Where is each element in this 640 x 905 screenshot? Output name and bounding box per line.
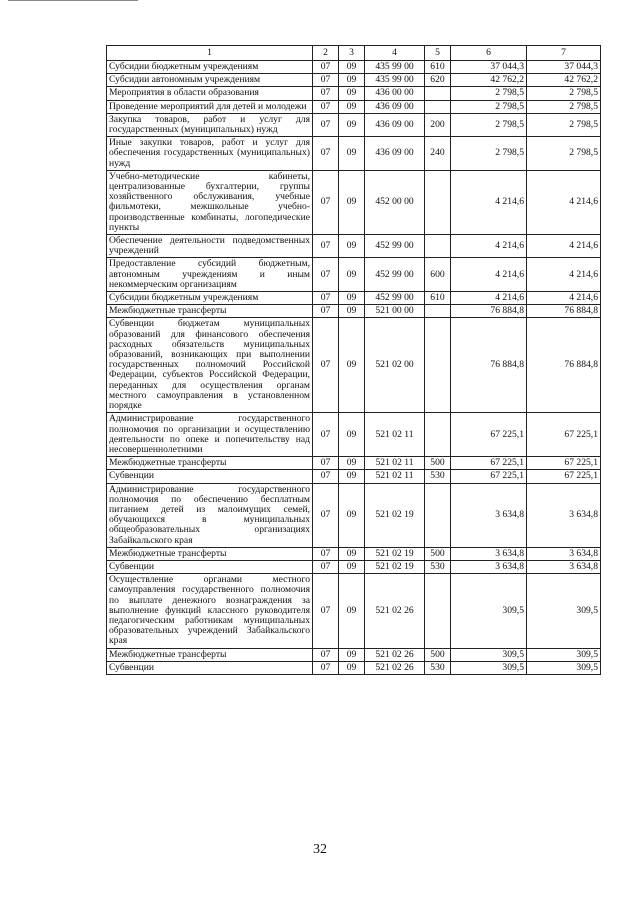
amount-cell: 2 798,5: [527, 137, 601, 171]
amount-cell: 67 225,1: [451, 413, 527, 457]
row-name-cell: Администрирование государственного полномочия по обеспечению бесплатным питанием детей из малоимущих семей, обучающихся в муниципальных общеобразовательных организациях Забайкальского края: [107, 483, 313, 547]
table-row: [107, 87, 601, 100]
header-cell: 4: [365, 46, 425, 61]
amount-cell: 67 225,1: [527, 470, 601, 483]
subsection-code-cell: 09: [339, 560, 365, 573]
row-name-cell: Мероприятия в области образования: [107, 87, 313, 100]
section-code-cell: 07: [313, 235, 339, 258]
amount-cell: 4 214,6: [527, 235, 601, 258]
table-row: [107, 74, 601, 87]
expense-type-cell: 610: [425, 292, 451, 305]
header-cell: 6: [451, 46, 527, 61]
section-code-cell: 07: [313, 547, 339, 560]
amount-cell: 3 634,8: [451, 547, 527, 560]
target-article-cell: 436 09 00: [365, 137, 425, 171]
amount-cell: 42 762,2: [527, 74, 601, 87]
section-code-cell: 07: [313, 113, 339, 136]
target-article-cell: 521 02 26: [365, 648, 425, 661]
expense-type-cell: 620: [425, 74, 451, 87]
section-code-cell: 07: [313, 74, 339, 87]
expense-type-cell: 610: [425, 61, 451, 74]
target-article-cell: 521 02 19: [365, 560, 425, 573]
section-code-cell: 07: [313, 483, 339, 547]
amount-cell: 2 798,5: [451, 100, 527, 113]
row-name-cell: Предоставление субсидий бюджетным, автономным учреждениям и иным некоммерческим организациям: [107, 258, 313, 292]
amount-cell: 67 225,1: [527, 457, 601, 470]
table-row: [107, 574, 601, 648]
expense-type-cell: [425, 87, 451, 100]
target-article-cell: 521 02 19: [365, 483, 425, 547]
table-row: [107, 560, 601, 573]
row-name-cell: Межбюджетные трансферты: [107, 547, 313, 560]
subsection-code-cell: 09: [339, 292, 365, 305]
amount-cell: 4 214,6: [451, 235, 527, 258]
row-name-cell: Субвенции: [107, 470, 313, 483]
table-row: [107, 61, 601, 74]
section-code-cell: 07: [313, 661, 339, 674]
row-name-cell: Субвенции: [107, 661, 313, 674]
target-article-cell: 436 09 00: [365, 100, 425, 113]
amount-cell: 76 884,8: [527, 318, 601, 413]
section-code-cell: 07: [313, 318, 339, 413]
subsection-code-cell: 09: [339, 413, 365, 457]
subsection-code-cell: 09: [339, 170, 365, 234]
amount-cell: 4 214,6: [451, 258, 527, 292]
expense-type-cell: 500: [425, 547, 451, 560]
top-rule: [8, 0, 138, 1]
expense-type-cell: 530: [425, 560, 451, 573]
subsection-code-cell: 09: [339, 470, 365, 483]
target-article-cell: 521 02 11: [365, 470, 425, 483]
expense-type-cell: [425, 483, 451, 547]
subsection-code-cell: 09: [339, 483, 365, 547]
section-code-cell: 07: [313, 457, 339, 470]
section-code-cell: 07: [313, 170, 339, 234]
table-row: [107, 170, 601, 234]
table-row: [107, 483, 601, 547]
subsection-code-cell: 09: [339, 100, 365, 113]
target-article-cell: 521 02 26: [365, 661, 425, 674]
target-article-cell: 521 02 11: [365, 413, 425, 457]
amount-cell: 4 214,6: [451, 170, 527, 234]
subsection-code-cell: 09: [339, 305, 365, 318]
amount-cell: 2 798,5: [451, 137, 527, 171]
section-code-cell: 07: [313, 87, 339, 100]
expense-type-cell: [425, 100, 451, 113]
row-name-cell: Учебно-методические кабинеты, централизованные бухгалтерии, группы хозяйственного обслуживания, учебные фильмотеки, межшкольные учебно-производственные комбинаты, логопедические пункты: [107, 170, 313, 234]
amount-cell: 309,5: [451, 574, 527, 648]
row-name-cell: Межбюджетные трансферты: [107, 648, 313, 661]
section-code-cell: 07: [313, 574, 339, 648]
amount-cell: 3 634,8: [527, 547, 601, 560]
expense-type-cell: 240: [425, 137, 451, 171]
amount-cell: 42 762,2: [451, 74, 527, 87]
amount-cell: 4 214,6: [451, 292, 527, 305]
amount-cell: 309,5: [527, 574, 601, 648]
section-code-cell: 07: [313, 258, 339, 292]
target-article-cell: 435 99 00: [365, 74, 425, 87]
target-article-cell: 521 02 19: [365, 547, 425, 560]
subsection-code-cell: 09: [339, 74, 365, 87]
section-code-cell: 07: [313, 100, 339, 113]
target-article-cell: 436 09 00: [365, 113, 425, 136]
target-article-cell: 521 00 00: [365, 305, 425, 318]
amount-cell: 4 214,6: [527, 292, 601, 305]
expense-type-cell: [425, 170, 451, 234]
amount-cell: 309,5: [527, 661, 601, 674]
amount-cell: 309,5: [451, 661, 527, 674]
table-row: [107, 661, 601, 674]
table-row: [107, 292, 601, 305]
amount-cell: 37 044,3: [527, 61, 601, 74]
expense-type-cell: 600: [425, 258, 451, 292]
expense-type-cell: [425, 413, 451, 457]
table-row: [107, 137, 601, 171]
table-row: [107, 258, 601, 292]
subsection-code-cell: 09: [339, 457, 365, 470]
header-cell: 3: [339, 46, 365, 61]
target-article-cell: 452 00 00: [365, 170, 425, 234]
row-name-cell: Администрирование государственного полномочия по организации и осуществлению деятельности по опеке и попечительству над несовершеннолетними: [107, 413, 313, 457]
amount-cell: 3 634,8: [451, 483, 527, 547]
row-name-cell: Межбюджетные трансферты: [107, 305, 313, 318]
expense-type-cell: [425, 305, 451, 318]
row-name-cell: Осуществление органами местного самоуправления государственного полномочия по выплате денежного вознаграждения за выполнение функций классного руководителя педагогическим работникам муниципальных образовательных учреждений Забайкальского края: [107, 574, 313, 648]
amount-cell: 76 884,8: [451, 305, 527, 318]
table-row: [107, 113, 601, 136]
table-row: [107, 235, 601, 258]
section-code-cell: 07: [313, 137, 339, 171]
amount-cell: 2 798,5: [451, 113, 527, 136]
amount-cell: 2 798,5: [527, 87, 601, 100]
expense-type-cell: [425, 574, 451, 648]
expense-type-cell: 500: [425, 457, 451, 470]
target-article-cell: 452 99 00: [365, 235, 425, 258]
header-cell: 1: [107, 46, 313, 61]
subsection-code-cell: 09: [339, 137, 365, 171]
row-name-cell: Межбюджетные трансферты: [107, 457, 313, 470]
section-code-cell: 07: [313, 648, 339, 661]
section-code-cell: 07: [313, 292, 339, 305]
target-article-cell: 452 99 00: [365, 258, 425, 292]
budget-table: [106, 45, 601, 675]
target-article-cell: 435 99 00: [365, 61, 425, 74]
table-row: [107, 470, 601, 483]
row-name-cell: Закупка товаров, работ и услуг для государственных (муниципальных) нужд: [107, 113, 313, 136]
row-name-cell: Субвенции бюджетам муниципальных образований для финансового обеспечения расходных обязательств муниципальных образований, возникающих при выполнении государственных полномочий Российской Федерации, субъектов Российской Федерации, переданных для осуществления органам местного самоуправления в установленном порядке: [107, 318, 313, 413]
expense-type-cell: 500: [425, 648, 451, 661]
amount-cell: 4 214,6: [527, 170, 601, 234]
table-row: [107, 100, 601, 113]
amount-cell: 2 798,5: [527, 113, 601, 136]
page-number: 32: [313, 842, 327, 857]
table-row: [107, 413, 601, 457]
target-article-cell: 436 00 00: [365, 87, 425, 100]
subsection-code-cell: 09: [339, 574, 365, 648]
expense-type-cell: 530: [425, 661, 451, 674]
row-name-cell: Субвенции: [107, 560, 313, 573]
target-article-cell: 452 99 00: [365, 292, 425, 305]
row-name-cell: Обеспечение деятельности подведомственных учреждений: [107, 235, 313, 258]
row-name-cell: Проведение мероприятий для детей и молодежи: [107, 100, 313, 113]
amount-cell: 67 225,1: [527, 413, 601, 457]
table-row: [107, 648, 601, 661]
amount-cell: 2 798,5: [451, 87, 527, 100]
row-name-cell: Иные закупки товаров, работ и услуг для обеспечения государственных (муниципальных) нужд: [107, 137, 313, 171]
amount-cell: 309,5: [527, 648, 601, 661]
table-row: [107, 305, 601, 318]
subsection-code-cell: 09: [339, 87, 365, 100]
subsection-code-cell: 09: [339, 661, 365, 674]
subsection-code-cell: 09: [339, 648, 365, 661]
section-code-cell: 07: [313, 470, 339, 483]
row-name-cell: Субсидии автономным учреждениям: [107, 74, 313, 87]
subsection-code-cell: 09: [339, 258, 365, 292]
table-header-row: [107, 46, 601, 61]
target-article-cell: 521 02 11: [365, 457, 425, 470]
expense-type-cell: 200: [425, 113, 451, 136]
amount-cell: 309,5: [451, 648, 527, 661]
amount-cell: 76 884,8: [527, 305, 601, 318]
amount-cell: 76 884,8: [451, 318, 527, 413]
amount-cell: 3 634,8: [527, 560, 601, 573]
amount-cell: 2 798,5: [527, 100, 601, 113]
subsection-code-cell: 09: [339, 547, 365, 560]
amount-cell: 67 225,1: [451, 470, 527, 483]
target-article-cell: 521 02 00: [365, 318, 425, 413]
header-cell: 7: [527, 46, 601, 61]
target-article-cell: 521 02 26: [365, 574, 425, 648]
subsection-code-cell: 09: [339, 235, 365, 258]
subsection-code-cell: 09: [339, 318, 365, 413]
section-code-cell: 07: [313, 413, 339, 457]
section-code-cell: 07: [313, 560, 339, 573]
table-row: [107, 318, 601, 413]
row-name-cell: Субсидии бюджетным учреждениям: [107, 292, 313, 305]
row-name-cell: Субсидии бюджетным учреждениям: [107, 61, 313, 74]
amount-cell: 37 044,3: [451, 61, 527, 74]
table-row: [107, 457, 601, 470]
section-code-cell: 07: [313, 305, 339, 318]
section-code-cell: 07: [313, 61, 339, 74]
subsection-code-cell: 09: [339, 61, 365, 74]
header-cell: 5: [425, 46, 451, 61]
amount-cell: 67 225,1: [451, 457, 527, 470]
amount-cell: 4 214,6: [527, 258, 601, 292]
expense-type-cell: [425, 318, 451, 413]
expense-type-cell: [425, 235, 451, 258]
amount-cell: 3 634,8: [527, 483, 601, 547]
header-cell: 2: [313, 46, 339, 61]
table-row: [107, 547, 601, 560]
amount-cell: 3 634,8: [451, 560, 527, 573]
subsection-code-cell: 09: [339, 113, 365, 136]
expense-type-cell: 530: [425, 470, 451, 483]
